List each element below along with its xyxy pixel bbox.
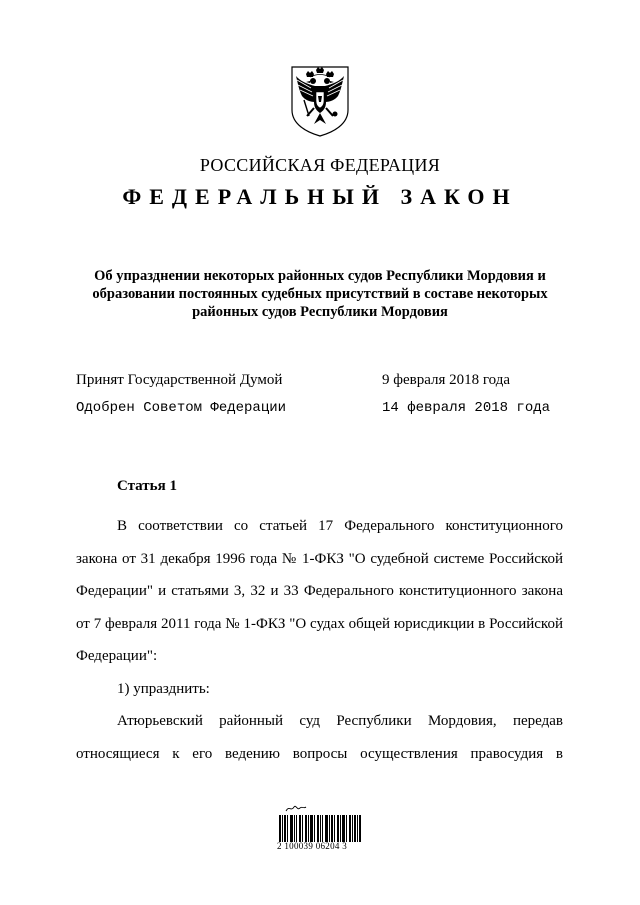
barcode-icon (279, 815, 361, 842)
adoption-council-label: Одобрен Советом Федерации (76, 400, 287, 416)
adoption-duma-date: 9 февраля 2018 года (382, 372, 511, 388)
law-title (70, 267, 570, 321)
country-name: РОССИЙСКАЯ ФЕДЕРАЦИЯ (199, 155, 441, 175)
article-body (76, 510, 563, 770)
article-heading: Статья 1 (117, 478, 177, 494)
law-title-line: Об упразднении некоторых районных судов Республики Мордовия и (94, 268, 546, 284)
document-type: ФЕДЕРАЛЬНЫЙ ЗАКОН (122, 184, 518, 209)
law-title-line: образовании постоянных судебных присутствий в составе некоторых (92, 286, 548, 302)
barcode-number: 2 100039 06204 3 (277, 841, 348, 851)
adoption-duma-label: Принят Государственной Думой (76, 372, 283, 388)
signature-mark-icon (285, 803, 307, 813)
russian-coat-of-arms-icon (289, 64, 351, 138)
barcode (279, 803, 361, 853)
article-paragraph: Атюрьевский районный суд Республики Мордовия, передав относящиеся к его ведению вопросы осуществления правосудия в (76, 713, 563, 762)
article-paragraph: В соответствии со статьей 17 Федерального конституционного закона от 31 декабря 1996 года № 1-ФКЗ "О судебной системе Российской Федерации" и статьями 3, 32 и 33 Федерального конституционного закона от 7 февраля 2011 года № 1-ФКЗ "О судах общей юрисдикции в Российской Федерации": (76, 518, 563, 664)
adoption-council-date: 14 февраля 2018 года (382, 400, 551, 416)
article-paragraph: 1) упразднить: (117, 680, 210, 697)
law-title-line: районных судов Республики Мордовия (192, 304, 448, 320)
